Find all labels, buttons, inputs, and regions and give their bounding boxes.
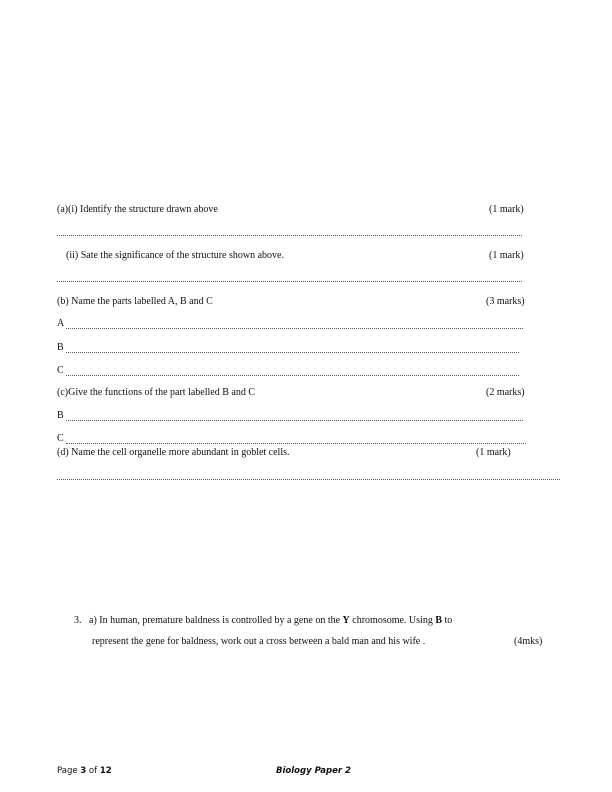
answer-line-b-b	[66, 352, 519, 353]
page-of: of	[86, 766, 100, 776]
label-c-c: C	[57, 433, 64, 444]
answer-line-b-c	[66, 375, 519, 376]
marks-b: (3 marks)	[486, 296, 525, 307]
question-b: (b) Name the parts labelled A, B and C	[57, 296, 213, 307]
answer-line-a-ii	[57, 281, 522, 282]
footer-title: Biology Paper 2	[276, 766, 351, 776]
answer-line-c-c	[66, 443, 526, 444]
question-3-text: to	[441, 615, 453, 626]
question-a-ii: (ii) Sate the significance of the structure shown above.	[66, 250, 284, 261]
page-prefix: Page	[57, 766, 81, 776]
question-3-line-1	[74, 615, 452, 627]
question-3-text: chromosome. Using	[349, 615, 436, 626]
marks-q3: (4mks)	[514, 636, 543, 647]
question-a-i: (a)(i) Identify the structure drawn above	[57, 204, 218, 215]
marks-a-ii: (1 mark)	[489, 250, 524, 261]
marks-a-i: (1 mark)	[489, 204, 524, 215]
label-b-c: C	[57, 365, 64, 376]
question-3-text: a) In human, premature baldness is controlled by a gene on the	[89, 615, 343, 626]
answer-line-b-a	[66, 328, 523, 329]
question-d: (d) Name the cell organelle more abundant in goblet cells.	[57, 447, 290, 458]
question-number: 3.	[74, 615, 82, 626]
question-3-line-2: represent the gene for baldness, work out a cross between a bald man and his wife .	[92, 636, 426, 647]
answer-line-a-i	[57, 235, 522, 236]
label-c-b: B	[57, 410, 64, 421]
bold-b: B	[435, 615, 442, 626]
label-b-b: B	[57, 342, 64, 353]
question-c: (c)Give the functions of the part labelled B and C	[57, 387, 255, 398]
answer-line-c-b	[66, 420, 523, 421]
label-b-a: A	[57, 318, 65, 329]
page-total: 12	[99, 766, 112, 776]
bold-y: Y	[342, 615, 350, 626]
marks-d: (1 mark)	[476, 447, 511, 458]
marks-c: (2 marks)	[486, 387, 525, 398]
page-current: 3	[80, 766, 87, 776]
answer-line-d	[57, 479, 560, 480]
page-number	[57, 765, 112, 777]
